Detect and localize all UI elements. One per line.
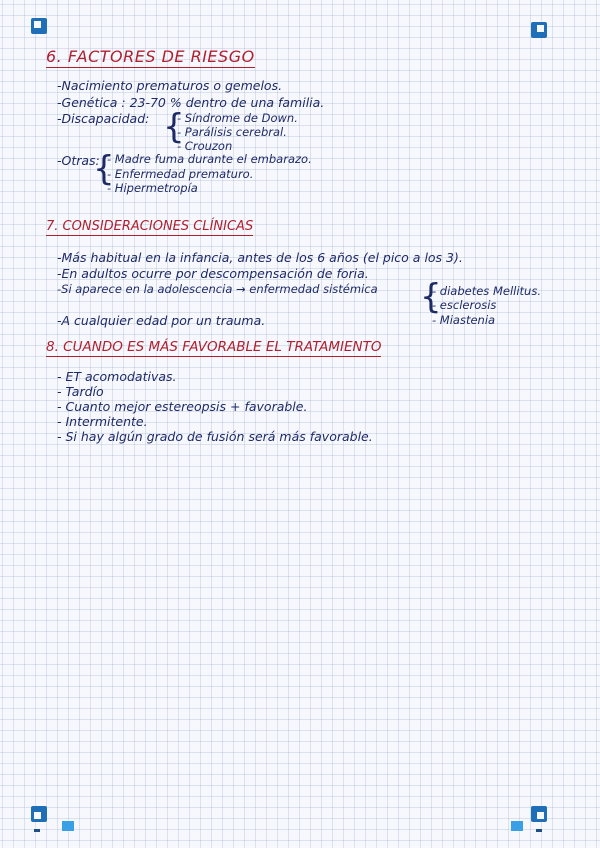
treatment-item: - ET acomodativas. bbox=[57, 369, 177, 384]
section-8-heading: 8. CUANDO ES MÁS FAVORABLE EL TRATAMIENTO bbox=[46, 339, 382, 355]
brace-icon: { bbox=[163, 107, 185, 147]
tick-mark-icon bbox=[536, 829, 542, 832]
treatment-item: - Tardío bbox=[57, 384, 104, 399]
sub-item: - Parálisis cerebral. bbox=[177, 125, 287, 139]
brace-icon: { bbox=[420, 277, 442, 317]
clinical-item: -Más habitual en la infancia, antes de los 6 años (el pico a los 3). bbox=[57, 250, 463, 265]
sub-item: - diabetes Mellitus. bbox=[432, 284, 541, 298]
treatment-item: - Intermitente. bbox=[57, 414, 148, 429]
treatment-item: - Cuanto mejor estereopsis + favorable. bbox=[57, 399, 308, 414]
tick-mark-icon bbox=[34, 829, 40, 832]
risk-item: -Genética : 23-70 % dentro de una familia. bbox=[57, 95, 325, 110]
corner-mark-icon bbox=[31, 806, 47, 822]
clinical-item: -Si aparece en la adolescencia → enfermedad sistémica bbox=[57, 282, 378, 296]
corner-mark-icon bbox=[531, 22, 547, 38]
sub-item: - Hipermetropía bbox=[107, 181, 198, 195]
sub-item: - Miastenia bbox=[432, 313, 496, 327]
square-mark-icon bbox=[511, 821, 523, 831]
treatment-item: - Si hay algún grado de fusión será más favorable. bbox=[57, 429, 373, 444]
sub-item: - Síndrome de Down. bbox=[177, 111, 298, 125]
sub-item: - Enfermedad prematuro. bbox=[107, 167, 254, 181]
corner-mark-icon bbox=[31, 18, 47, 34]
section-6-heading: 6. FACTORES DE RIESGO bbox=[46, 47, 255, 66]
risk-item: -Discapacidad: bbox=[57, 111, 150, 126]
sub-item: - Madre fuma durante el embarazo. bbox=[107, 152, 312, 166]
risk-item: -Otras: bbox=[57, 153, 100, 168]
brace-icon: { bbox=[93, 149, 115, 189]
clinical-item: -En adultos ocurre por descompensación de foria. bbox=[57, 266, 369, 281]
section-7-heading: 7. CONSIDERACIONES CLÍNICAS bbox=[46, 219, 254, 234]
clinical-item: -A cualquier edad por un trauma. bbox=[57, 313, 266, 328]
corner-mark-icon bbox=[531, 806, 547, 822]
square-mark-icon bbox=[62, 821, 74, 831]
risk-item: -Nacimiento prematuros o gemelos. bbox=[57, 78, 283, 93]
sub-item: - esclerosis bbox=[432, 298, 497, 312]
sub-item: - Crouzon bbox=[177, 139, 233, 153]
